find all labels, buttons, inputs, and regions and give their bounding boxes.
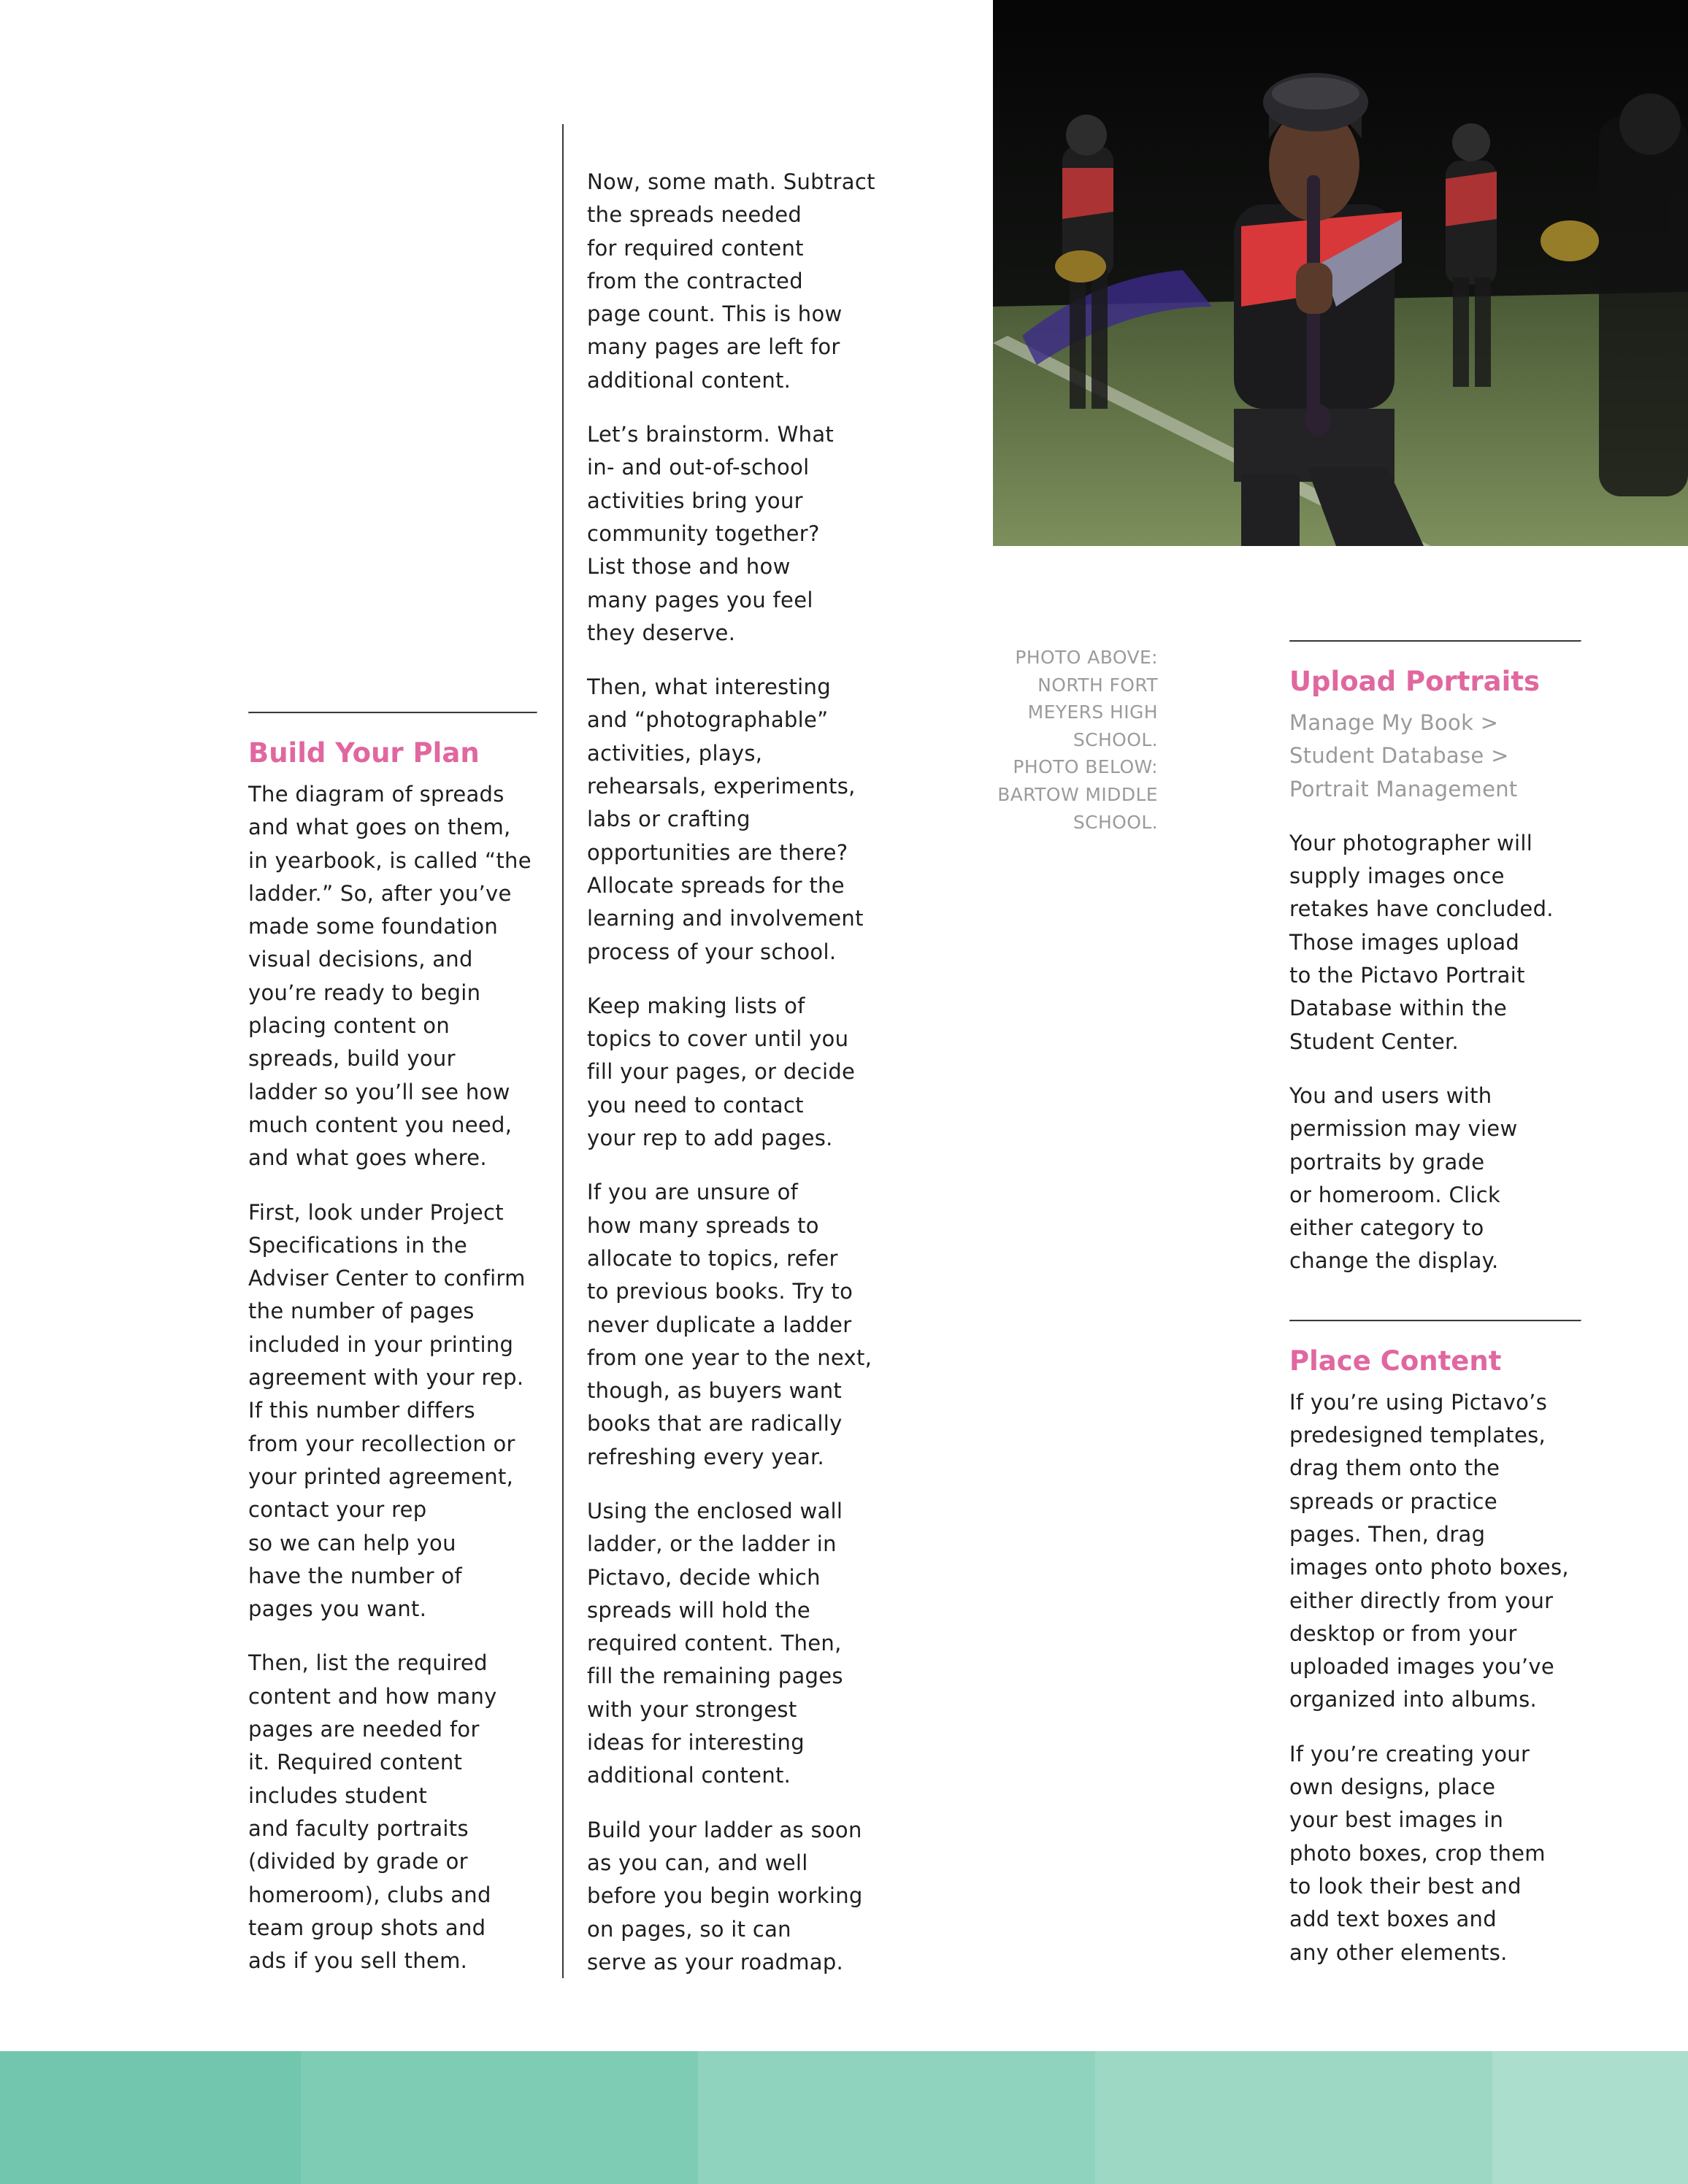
section-divider — [1289, 640, 1581, 642]
footer-segment — [1492, 2051, 1688, 2184]
middle-paragraph: If you are unsure of how many spreads to allocate to topics, refer to previous books. Try to never duplicate a ladder from one year to the next, though, as buyers want books that are radically refreshing every year. — [587, 1180, 872, 1469]
photo-caption: PHOTO ABOVE: NORTH FORT MEYERS HIGH SCHOOL. PHOTO BELOW: BARTOW MIDDLE SCHOOL. — [997, 647, 1158, 833]
middle-paragraph: Now, some math. Subtract the spreads needed for required content from the contracted page count. This is how many pages are left for additional content. — [587, 169, 875, 393]
right-paragraph: If you’re creating your own designs, place your best images in photo boxes, crop them to look their best and add text boxes and any other elements. — [1289, 1741, 1546, 1965]
section-divider — [1289, 1320, 1581, 1322]
section-divider — [248, 712, 537, 714]
right-paragraph: You and users with permission may view portraits by grade or homeroom. Click either category to change the display. — [1289, 1083, 1518, 1274]
middle-paragraph: Using the enclosed wall ladder, or the ladder in Pictavo, decide which spreads will hold the required content. Then, fill the remaining pages with your strongest ideas for interesting additional content. — [587, 1498, 843, 1788]
footer-segment — [698, 2051, 1095, 2184]
right-paragraph: Your photographer will supply images once retakes have concluded. Those images upload to the Pictavo Portrait Database within the Student Center. — [1289, 830, 1554, 1054]
right-column — [1289, 640, 1581, 1969]
footer-segment — [301, 2051, 698, 2184]
middle-paragraph: Let’s brainstorm. What in- and out-of-school activities bring your community together? List those and how many pages you feel they deserve. — [587, 422, 835, 645]
column-divider — [562, 124, 564, 1978]
footer-segment — [0, 2051, 301, 2184]
left-paragraph: First, look under Project Specifications in the Adviser Center to confirm the number of pages included in your printing agreement with your rep. If this number differs from your recollection or your printed agreement, contact your rep so we can help you have the number of pages you want. — [248, 1199, 526, 1622]
upload-portraits-heading: Upload Portraits — [1289, 666, 1541, 697]
left-column — [248, 712, 537, 1977]
left-paragraph: The diagram of spreads and what goes on them, in yearbook, is called “the ladder.” So, after you’ve made some foundation visual decisions, and you’re ready to begin placing content on spreads, build your ladder so you’ll see how much content you need, and what goes where. — [248, 782, 532, 1171]
footer-color-band — [0, 2051, 1688, 2184]
right-paragraph: If you’re using Pictavo’s predesigned templates, drag them onto the spreads or practice pages. Then, drag images onto photo boxes, either directly from your desktop or from your uploaded images you’ve organized into albums. — [1289, 1389, 1569, 1712]
build-your-plan-heading: Build Your Plan — [248, 737, 480, 769]
menu-path: Manage My Book > Student Database > Portrait Management — [1289, 710, 1518, 801]
marching-band-photo — [993, 0, 1688, 546]
place-content-heading: Place Content — [1289, 1345, 1502, 1377]
middle-paragraph: Build your ladder as soon as you can, and well before you begin working on pages, so it can serve as your roadmap. — [587, 1817, 863, 1975]
middle-paragraph: Then, what interesting and “photographable” activities, plays, rehearsals, experiments, labs or crafting opportunities are there? Allocate spreads for the learning and involvement process of your school. — [587, 674, 864, 964]
left-paragraph: Then, list the required content and how many pages are needed for it. Required content includes student and faculty portraits (divided by grade or homeroom), clubs and team group shots and ads if you sell them. — [248, 1650, 497, 1974]
middle-paragraph: Keep making lists of topics to cover until you fill your pages, or decide you need to contact your rep to add pages. — [587, 993, 856, 1151]
middle-column — [587, 166, 894, 1979]
footer-segment — [1095, 2051, 1492, 2184]
